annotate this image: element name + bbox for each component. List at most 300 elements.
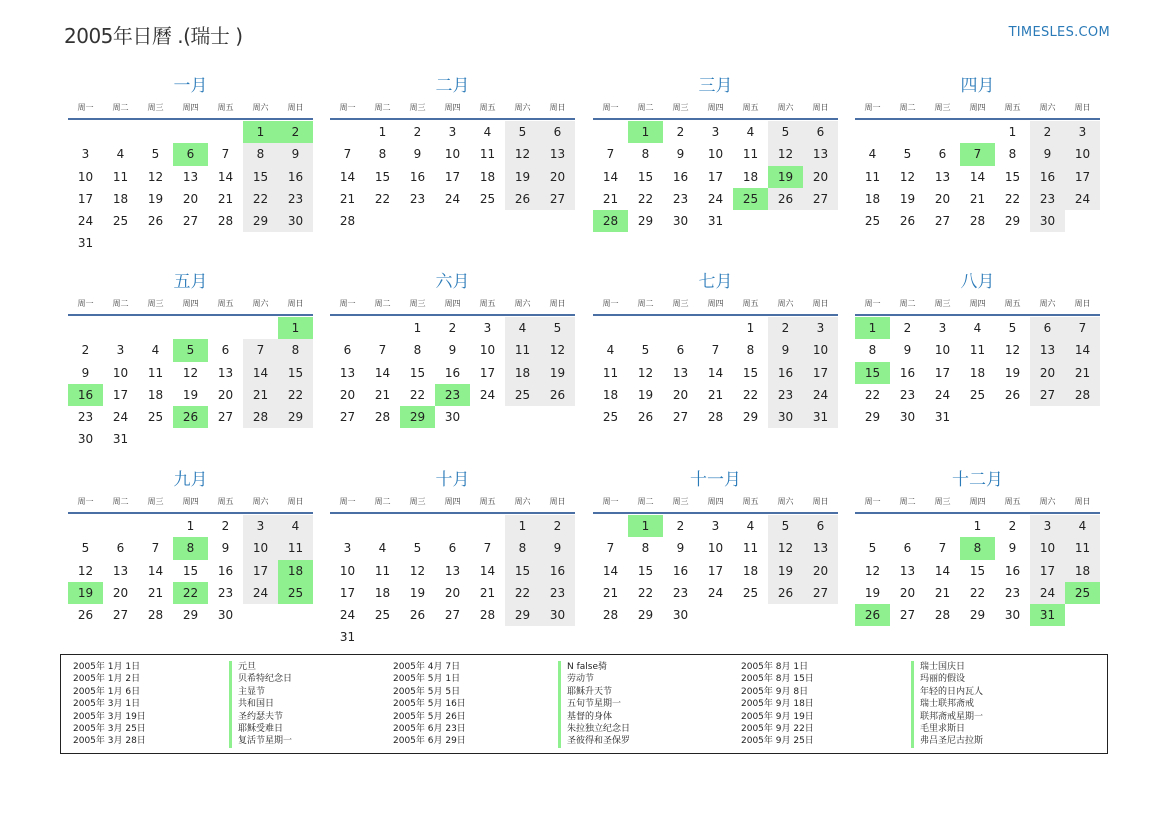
day-cell: 28 [1065,384,1100,406]
day-cell: 27 [803,582,838,604]
empty-cell [365,317,400,339]
day-cell: 22 [637,585,654,600]
day-cell: 17 [803,362,838,384]
empty-cell [855,515,890,537]
day-cell: 19 [182,387,199,402]
day-cell: 16 [278,166,313,188]
weekday-label: 周二 [374,103,391,112]
day-cell: 12 [77,563,94,578]
day-cell: 3 [711,519,720,533]
day-cell: 14 [217,169,234,184]
day-cell: 10 [444,147,461,162]
weekday-label: 周三 [934,299,951,308]
weekday-label: 周三 [409,103,426,112]
empty-cell [173,317,208,339]
day-cell: 27 [540,188,575,210]
day-cell: 26 [768,188,803,210]
day-cell: 20 [217,387,234,402]
day-cell: 20 [672,387,689,402]
empty-cell [470,515,505,537]
holiday-day-cell: 7 [960,143,995,165]
month-name: 八月 [960,272,995,292]
holiday-day-cell: 5 [173,339,208,361]
day-cell: 24 [112,410,129,425]
day-cell: 31 [112,432,129,447]
month-name: 二月 [435,76,470,96]
weekday-label: 周二 [112,497,129,506]
weekday-label: 周二 [899,299,916,308]
day-cell: 13 [339,365,356,380]
day-cell: 5 [540,317,575,339]
weekday-label: 周五 [742,103,759,112]
day-cell: 31 [77,236,94,251]
day-cell: 26 [77,608,94,623]
day-cell: 7 [221,147,230,162]
day-cell: 1 [413,321,422,335]
day-cell: 26 [768,582,803,604]
day-cell: 17 [77,191,94,206]
day-cell: 25 [602,410,619,425]
day-cell: 9 [676,147,685,162]
holiday-name: 瑞士联邦斋戒 [911,698,983,710]
day-cell: 10 [1030,537,1065,559]
day-cell: 2 [768,317,803,339]
day-cell: 10 [707,147,724,162]
empty-cell [890,121,925,143]
month-name: 一月 [173,76,208,96]
empty-cell [330,121,365,143]
day-cell: 2 [676,125,685,139]
day-cell: 13 [182,169,199,184]
day-cell: 6 [221,343,230,358]
day-cell: 5 [768,121,803,143]
day-cell: 14 [339,169,356,184]
day-cell: 10 [479,343,496,358]
month-name: 九月 [173,470,208,490]
day-cell: 2 [221,519,230,533]
weekday-label: 周一 [602,299,619,308]
day-cell: 31 [707,214,724,229]
holiday-date: 2005年 5月 1日 [393,674,461,685]
day-cell: 10 [243,537,278,559]
holiday-day-cell: 26 [855,604,890,626]
month-name: 四月 [960,76,995,96]
day-cell: 2 [540,515,575,537]
day-cell: 13 [672,365,689,380]
day-cell: 17 [1065,166,1100,188]
day-cell: 26 [147,214,164,229]
weekday-label: 周六 [1039,103,1056,112]
day-cell: 14 [479,563,496,578]
holiday-day-cell: 29 [400,406,435,428]
day-cell: 6 [676,343,685,358]
day-cell: 17 [112,387,129,402]
day-cell: 4 [746,519,755,533]
day-cell: 14 [707,365,724,380]
holiday-day-cell: 16 [68,384,103,406]
day-cell: 18 [864,191,881,206]
month-block [593,468,838,626]
day-cell: 23 [409,191,426,206]
weekday-label: 周日 [1074,299,1091,308]
day-cell: 20 [803,166,838,188]
holiday-name: 耶稣受难日 [229,723,292,735]
day-cell: 24 [707,585,724,600]
holiday-date: 2005年 9月 19日 [741,711,814,722]
day-cell: 16 [409,169,426,184]
weekday-label: 周四 [182,299,199,308]
day-cell: 3 [81,147,90,162]
empty-cell [68,515,103,537]
weekday-label: 周四 [444,299,461,308]
day-cell: 11 [479,147,496,162]
day-cell: 26 [409,608,426,623]
month-block [593,74,838,232]
weekday-label: 周六 [1039,497,1056,506]
holiday-date: 2005年 5月 16日 [393,699,466,710]
day-cell: 28 [707,410,724,425]
day-cell: 19 [505,166,540,188]
day-cell: 19 [864,585,881,600]
day-grid [855,317,1100,428]
day-cell: 22 [637,191,654,206]
day-cell: 28 [602,608,619,623]
holiday-day-cell: 31 [1030,604,1065,626]
day-cell: 27 [934,214,951,229]
day-cell: 30 [1030,210,1065,232]
day-cell: 12 [409,563,426,578]
day-cell: 4 [868,147,877,162]
day-cell: 9 [278,143,313,165]
holiday-day-cell: 1 [243,121,278,143]
weekday-label: 周六 [777,497,794,506]
day-cell: 3 [1030,515,1065,537]
day-cell: 9 [413,147,422,162]
day-cell: 21 [479,585,496,600]
weekday-label: 周三 [147,497,164,506]
holiday-day-cell: 18 [278,560,313,582]
month-block [68,74,313,255]
day-cell: 17 [934,365,951,380]
day-cell: 3 [448,125,457,139]
day-cell: 30 [768,406,803,428]
day-cell: 11 [742,541,759,556]
weekday-label: 周六 [514,103,531,112]
day-cell: 22 [278,384,313,406]
weekday-label: 周一 [339,103,356,112]
day-cell: 18 [602,387,619,402]
day-cell: 7 [378,343,387,358]
day-cell: 5 [81,541,90,556]
day-cell: 29 [278,406,313,428]
day-cell: 19 [409,585,426,600]
day-cell: 8 [413,343,422,358]
month-block [593,270,838,428]
holiday-day-cell: 26 [173,406,208,428]
day-cell: 23 [768,384,803,406]
day-cell: 3 [116,343,125,358]
day-cell: 11 [147,365,164,380]
day-cell: 12 [505,143,540,165]
day-cell: 24 [77,214,94,229]
empty-cell [138,317,173,339]
day-cell: 16 [672,563,689,578]
weekday-label: 周五 [1004,299,1021,308]
weekday-label: 周一 [339,299,356,308]
day-cell: 10 [707,541,724,556]
day-cell: 8 [641,147,650,162]
weekday-label: 周四 [444,103,461,112]
month-block [330,270,575,428]
day-cell: 6 [540,121,575,143]
weekday-label: 周一 [864,103,881,112]
empty-cell [925,515,960,537]
day-cell: 19 [540,362,575,384]
day-cell: 23 [672,191,689,206]
day-cell: 1 [505,515,540,537]
day-grid [593,515,838,626]
day-cell: 3 [803,317,838,339]
day-cell: 26 [540,384,575,406]
day-cell: 21 [934,585,951,600]
day-cell: 15 [742,365,759,380]
day-cell: 1 [973,519,982,533]
weekday-label: 周六 [514,299,531,308]
empty-cell [208,121,243,143]
weekday-label: 周三 [672,103,689,112]
day-cell: 7 [483,541,492,556]
holiday-name: 瑞士国庆日 [911,661,983,673]
weekday-label: 周二 [899,497,916,506]
day-cell: 18 [505,362,540,384]
day-cell: 4 [151,343,160,358]
day-cell: 29 [969,608,986,623]
empty-cell [890,515,925,537]
day-cell: 25 [742,585,759,600]
weekday-label: 周一 [77,103,94,112]
day-cell: 7 [938,541,947,556]
day-cell: 26 [899,214,916,229]
holiday-day-cell: 28 [593,210,628,232]
weekday-label: 周三 [672,497,689,506]
day-cell: 11 [1065,537,1100,559]
weekday-label: 周六 [252,497,269,506]
day-cell: 22 [969,585,986,600]
weekday-label: 周三 [409,299,426,308]
day-cell: 6 [803,121,838,143]
day-cell: 12 [1004,343,1021,358]
holiday-date: 2005年 3月 19日 [73,711,146,722]
day-cell: 1 [746,321,755,335]
day-cell: 5 [413,541,422,556]
day-cell: 25 [374,608,391,623]
weekday-label: 周四 [707,103,724,112]
holiday-day-cell: 1 [278,317,313,339]
weekday-label: 周一 [77,497,94,506]
weekday-label: 周四 [707,299,724,308]
day-cell: 28 [243,406,278,428]
day-grid [330,515,575,649]
day-cell: 29 [637,214,654,229]
day-grid [593,317,838,428]
day-cell: 31 [803,406,838,428]
day-cell: 14 [602,169,619,184]
day-cell: 22 [409,387,426,402]
holiday-name: 共和国日 [229,698,292,710]
day-cell: 8 [1008,147,1017,162]
holiday-day-cell: 23 [435,384,470,406]
day-cell: 16 [217,563,234,578]
empty-cell [173,121,208,143]
day-cell: 9 [768,339,803,361]
weekday-label: 周四 [182,103,199,112]
empty-cell [103,317,138,339]
day-cell: 20 [1030,362,1065,384]
day-cell: 16 [1004,563,1021,578]
day-cell: 13 [444,563,461,578]
weekday-label: 周二 [637,103,654,112]
day-cell: 30 [1004,608,1021,623]
day-cell: 28 [479,608,496,623]
day-cell: 12 [768,143,803,165]
day-cell: 18 [969,365,986,380]
calendar-grid [68,74,1102,644]
day-cell: 5 [903,147,912,162]
day-cell: 24 [934,387,951,402]
empty-cell [855,121,890,143]
day-cell: 17 [444,169,461,184]
month-name: 三月 [698,76,733,96]
day-cell: 20 [112,585,129,600]
day-cell: 10 [803,339,838,361]
day-cell: 30 [672,608,689,623]
day-cell: 21 [339,191,356,206]
weekday-label: 周六 [514,497,531,506]
day-cell: 8 [378,147,387,162]
holiday-name-column [558,661,630,748]
weekday-label: 周一 [602,497,619,506]
day-cell: 1 [186,519,195,533]
weekday-label: 周四 [444,497,461,506]
day-cell: 28 [147,608,164,623]
weekday-label: 周三 [147,103,164,112]
day-cell: 7 [343,147,352,162]
day-cell: 18 [742,563,759,578]
weekday-label: 周六 [252,103,269,112]
day-cell: 6 [116,541,125,556]
day-cell: 15 [637,563,654,578]
day-cell: 1 [1008,125,1017,139]
weekday-label: 周二 [374,299,391,308]
day-cell: 12 [768,537,803,559]
day-cell: 20 [444,585,461,600]
holiday-name: 玛丽的假设 [911,673,983,685]
day-cell: 14 [243,362,278,384]
day-cell: 22 [374,191,391,206]
weekday-label: 周六 [1039,299,1056,308]
month-block [330,74,575,232]
day-cell: 30 [899,410,916,425]
day-cell: 23 [540,582,575,604]
empty-cell [330,317,365,339]
holiday-date: 2005年 9月 25日 [741,736,814,747]
day-cell: 18 [147,387,164,402]
holiday-name: 耶稣升天节 [558,686,630,698]
day-cell: 23 [672,585,689,600]
holiday-name: 朱拉独立纪念日 [558,723,630,735]
day-grid [68,515,313,626]
day-grid [68,121,313,255]
day-cell: 13 [112,563,129,578]
holiday-name: 圣彼得和圣保罗 [558,735,630,747]
month-name: 五月 [173,272,208,292]
empty-cell [68,121,103,143]
day-cell: 14 [374,365,391,380]
holiday-date: 2005年 9月 18日 [741,699,814,710]
day-cell: 6 [343,343,352,358]
weekday-label: 周日 [287,103,304,112]
day-cell: 13 [217,365,234,380]
day-cell: 23 [1030,188,1065,210]
day-cell: 27 [217,410,234,425]
day-cell: 28 [217,214,234,229]
day-cell: 15 [505,560,540,582]
holiday-day-cell: 25 [733,188,768,210]
day-cell: 12 [540,339,575,361]
empty-cell [925,121,960,143]
day-cell: 4 [973,321,982,335]
month-block [330,468,575,649]
day-cell: 31 [934,410,951,425]
holiday-date-column [393,661,466,748]
day-cell: 16 [1030,166,1065,188]
holiday-day-cell: 2 [278,121,313,143]
holiday-date: 2005年 8月 15日 [741,674,814,685]
day-cell: 27 [803,188,838,210]
day-cell: 15 [243,166,278,188]
holiday-name-column [229,661,292,748]
day-cell: 10 [934,343,951,358]
day-cell: 27 [444,608,461,623]
day-cell: 15 [1004,169,1021,184]
day-cell: 8 [746,343,755,358]
day-cell: 5 [768,515,803,537]
site-link[interactable]: TIMESLES.COM [1008,25,1110,40]
holiday-day-cell: 1 [855,317,890,339]
day-cell: 25 [505,384,540,406]
day-cell: 8 [641,541,650,556]
day-cell: 29 [182,608,199,623]
weekday-label: 周五 [742,299,759,308]
day-cell: 20 [182,191,199,206]
weekday-label: 周日 [549,299,566,308]
day-cell: 24 [1065,188,1100,210]
day-cell: 18 [742,169,759,184]
empty-cell [698,317,733,339]
day-grid [68,317,313,451]
day-cell: 11 [969,343,986,358]
day-cell: 25 [147,410,164,425]
day-cell: 14 [934,563,951,578]
day-cell: 27 [339,410,356,425]
day-cell: 23 [77,410,94,425]
holiday-day-cell: 1 [628,121,663,143]
day-cell: 13 [934,169,951,184]
day-cell: 13 [899,563,916,578]
day-grid [593,121,838,232]
month-block [68,468,313,626]
day-cell: 15 [637,169,654,184]
